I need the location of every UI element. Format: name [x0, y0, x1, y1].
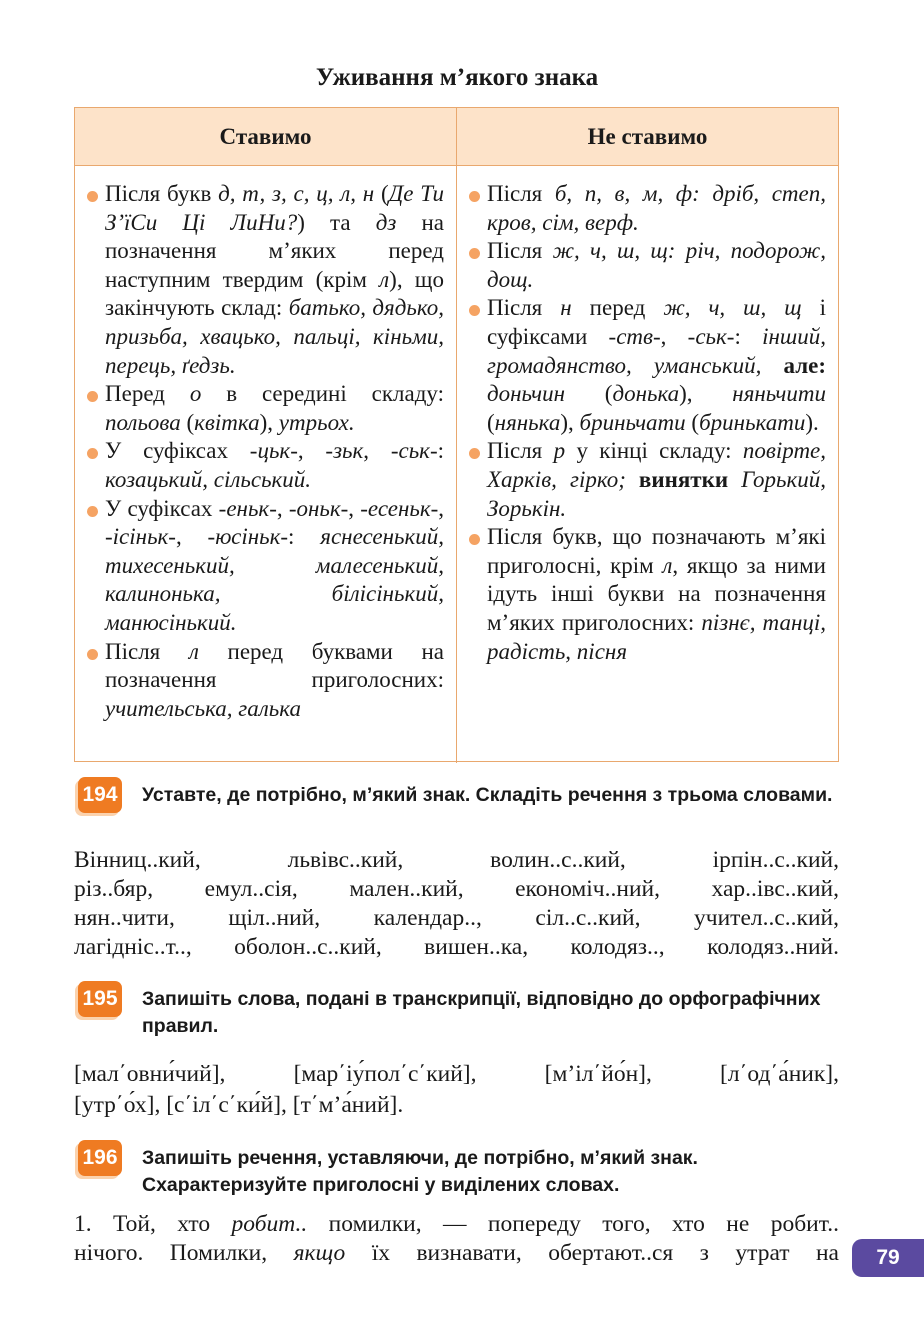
exercise-instruction: Уставте, де потрібно, м’який знак. Складіть речення з трьома словами. — [142, 784, 833, 806]
exercise-line: [мал΄овни́чий], [мар΄іу́пол΄с΄кий], [м’іл΄йо́н], [л΄од΄а́ник], — [74, 1061, 839, 1087]
exercise-line: Вінниц..кий, львівс..кий, волин..с..кий, ірпін..с..кий, — [74, 847, 839, 873]
rule-item: Після р у кінці складу: повірте, Харків, гірко; винятки Горький, Зорькін. — [487, 437, 826, 523]
rules-table — [74, 107, 839, 762]
exercise-line: лагідніс..т.., оболон..с..кий, вишен..ка, колодяз.., колодяз..ний. — [74, 934, 839, 960]
column-put — [75, 166, 456, 763]
exercise-instruction: Запишіть слова, подані в транскрипції, відповідно до орфографічних правил. — [142, 988, 821, 1037]
exercise-line: 1. Той, хто робит.. помилки, — попереду того, хто не робит.. — [74, 1211, 839, 1237]
rule-item: Після б, п, в, м, ф: дріб, степ, кров, сім, верф. — [487, 180, 826, 237]
rule-list-put — [75, 166, 456, 723]
column-not-put — [456, 166, 838, 763]
rule-item: Після л перед буквами на позначення приголосних: учительська, галька — [105, 638, 444, 724]
rule-item: У суфіксах -еньк-, -оньк-, -есеньк-, -ісіньк-, -юсіньк-: яснесенький, тихесенький, малесенький, калинонька, білісінький, манюсінький. — [105, 495, 444, 638]
exercise-line: [утр΄о́х], [с΄іл΄с΄ки́й], [т΄м’а́ний]. — [74, 1092, 404, 1118]
rule-item: Перед о в середині складу: польова (квітка), утрьох. — [105, 380, 444, 437]
column-header-put: Ставимо — [219, 123, 312, 149]
rule-item: Після н перед ж, ч, ш, щ і суфіксами -ств-, -ськ-: інший, громадянство, уманський, але: доньчин (донька), няньчити (нянька), бриньчати (бринькати). — [487, 294, 826, 437]
page-number: 79 — [852, 1239, 924, 1277]
rule-list-not-put — [457, 166, 838, 666]
exercise-line: нічого. Помилки, якщо їх визнавати, обертают..ся з утрат на — [74, 1240, 839, 1266]
exercise-line: нян..чити, щіл..ний, календар.., сіл..с..кий, учител..с..кий, — [74, 905, 839, 931]
exercise-instruction: Запишіть речення, уставляючи, де потрібно, м’який знак. Схарактеризуйте приголосні у виділених словах. — [142, 1147, 698, 1196]
column-header-not-put: Не ставимо — [456, 108, 838, 165]
exercise-line: різ..бяр, емул..сія, мален..кий, економіч..ний, хар..івс..кий, — [74, 876, 839, 902]
page-title: Уживання м’якого знака — [315, 64, 599, 91]
rule-item: Після ж, ч, ш, щ: річ, подорож, дощ. — [487, 237, 826, 294]
table-body — [75, 166, 838, 763]
rule-item: У суфіксах -цьк-, -зьк, -ськ-: козацький, сільський. — [105, 437, 444, 494]
rule-item: Після букв д, т, з, с, ц, л, н (Де Ти З’їСи Ці ЛиНи?) та дз на позначення м’яких перед наступним твердим (крім л), що закінчують склад: батько, дядько, призьба, хвацько, пальці, кіньми, перець, ґедзь. — [105, 180, 444, 380]
table-header — [75, 108, 838, 166]
exercise-number-badge: 195 — [78, 981, 122, 1017]
rule-item: Після букв, що позначають м’які приголосні, крім л, якщо за ними ідуть інші букви на позначення м’яких приголосних: пізнє, танці, радість, пісня — [487, 523, 826, 666]
exercise-number-badge: 196 — [78, 1140, 122, 1176]
exercise-number-badge: 194 — [78, 777, 122, 813]
